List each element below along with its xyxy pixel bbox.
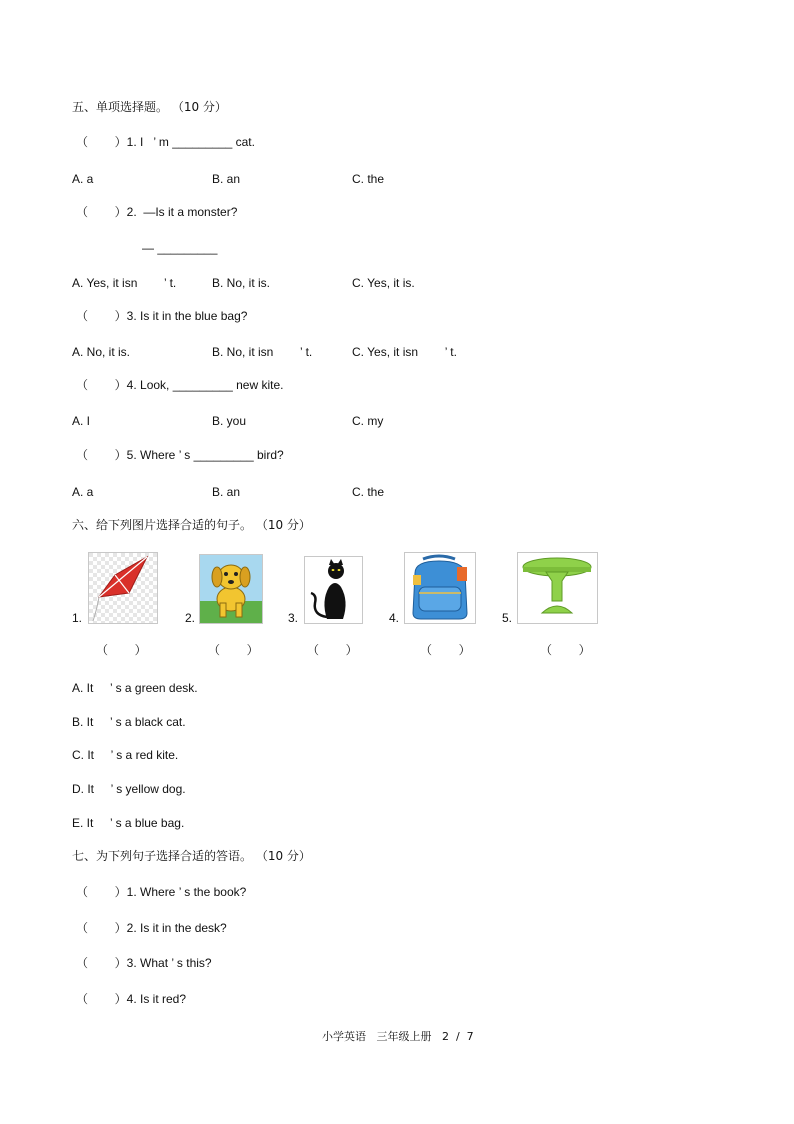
picture-number-1: 1. xyxy=(72,611,83,625)
s5-q1-option-a: A. a xyxy=(72,172,94,186)
s7-question-4: （ ）4. Is it red? xyxy=(76,992,187,1006)
s5-q2-stem: （ ）2. —Is it a monster? xyxy=(76,205,238,219)
s5-q4-option-a: A. I xyxy=(72,414,91,428)
page-footer: 小学英语 三年级上册 2 / 7 xyxy=(322,1030,474,1043)
s7-question-2: （ ）2. Is it in the desk? xyxy=(76,921,227,935)
picture-blank-1: （ ） xyxy=(96,643,147,657)
s5-q5-option-c: C. the xyxy=(352,485,385,499)
green-desk-icon xyxy=(517,552,598,624)
blue-bag-icon xyxy=(404,552,476,624)
sentence-b: B. It ’ s a black cat. xyxy=(72,715,186,729)
picture-number-4: 4. xyxy=(389,611,400,625)
red-kite-icon xyxy=(88,552,158,624)
s5-q5-option-b: B. an xyxy=(212,485,241,499)
sentence-a: A. It ’ s a green desk. xyxy=(72,681,198,695)
s5-q2-option-b: B. No, it is. xyxy=(212,276,271,290)
s5-q3-stem: （ ）3. Is it in the blue bag? xyxy=(76,309,248,323)
picture-number-5: 5. xyxy=(502,611,513,625)
s5-q1-option-b: B. an xyxy=(212,172,241,186)
black-cat-icon xyxy=(304,556,363,624)
s5-q2-option-c: C. Yes, it is. xyxy=(352,276,415,290)
yellow-dog-icon xyxy=(199,554,263,624)
s5-q4-option-c: C. my xyxy=(352,414,384,428)
s5-q4-option-b: B. you xyxy=(212,414,247,428)
sentence-c: C. It ’ s a red kite. xyxy=(72,748,179,762)
s5-q1-option-c: C. the xyxy=(352,172,385,186)
s5-q3-option-b: B. No, it isn ’ t. xyxy=(212,345,313,359)
picture-number-3: 3. xyxy=(288,611,299,625)
s7-question-3: （ ）3. What ’ s this? xyxy=(76,956,212,970)
picture-blank-3: （ ） xyxy=(307,643,358,657)
picture-blank-2: （ ） xyxy=(208,643,259,657)
picture-number-2: 2. xyxy=(185,611,196,625)
s5-q4-stem: （ ）4. Look, _________ new kite. xyxy=(76,378,284,392)
s5-q3-option-c: C. Yes, it isn ’ t. xyxy=(352,345,457,359)
sentence-d: D. It ’ s yellow dog. xyxy=(72,782,186,796)
section6-title: 六、给下列图片选择合适的句子。 （10 分） xyxy=(72,518,311,532)
s5-q5-stem: （ ）5. Where ’ s _________ bird? xyxy=(76,448,284,462)
s5-q2-answer-line: — _________ xyxy=(142,241,218,255)
s5-q3-option-a: A. No, it is. xyxy=(72,345,131,359)
section5-title: 五、单项选择题。 （10 分） xyxy=(72,100,227,114)
s5-q5-option-a: A. a xyxy=(72,485,94,499)
s5-q2-option-a: A. Yes, it isn ’ t. xyxy=(72,276,177,290)
picture-blank-4: （ ） xyxy=(420,643,471,657)
section7-title: 七、为下列句子选择合适的答语。 （10 分） xyxy=(72,849,311,863)
s7-question-1: （ ）1. Where ’ s the book? xyxy=(76,885,247,899)
s5-q1-stem: （ ）1. I ’ m _________ cat. xyxy=(76,135,255,149)
sentence-e: E. It ’ s a blue bag. xyxy=(72,816,185,830)
picture-blank-5: （ ） xyxy=(540,643,591,657)
